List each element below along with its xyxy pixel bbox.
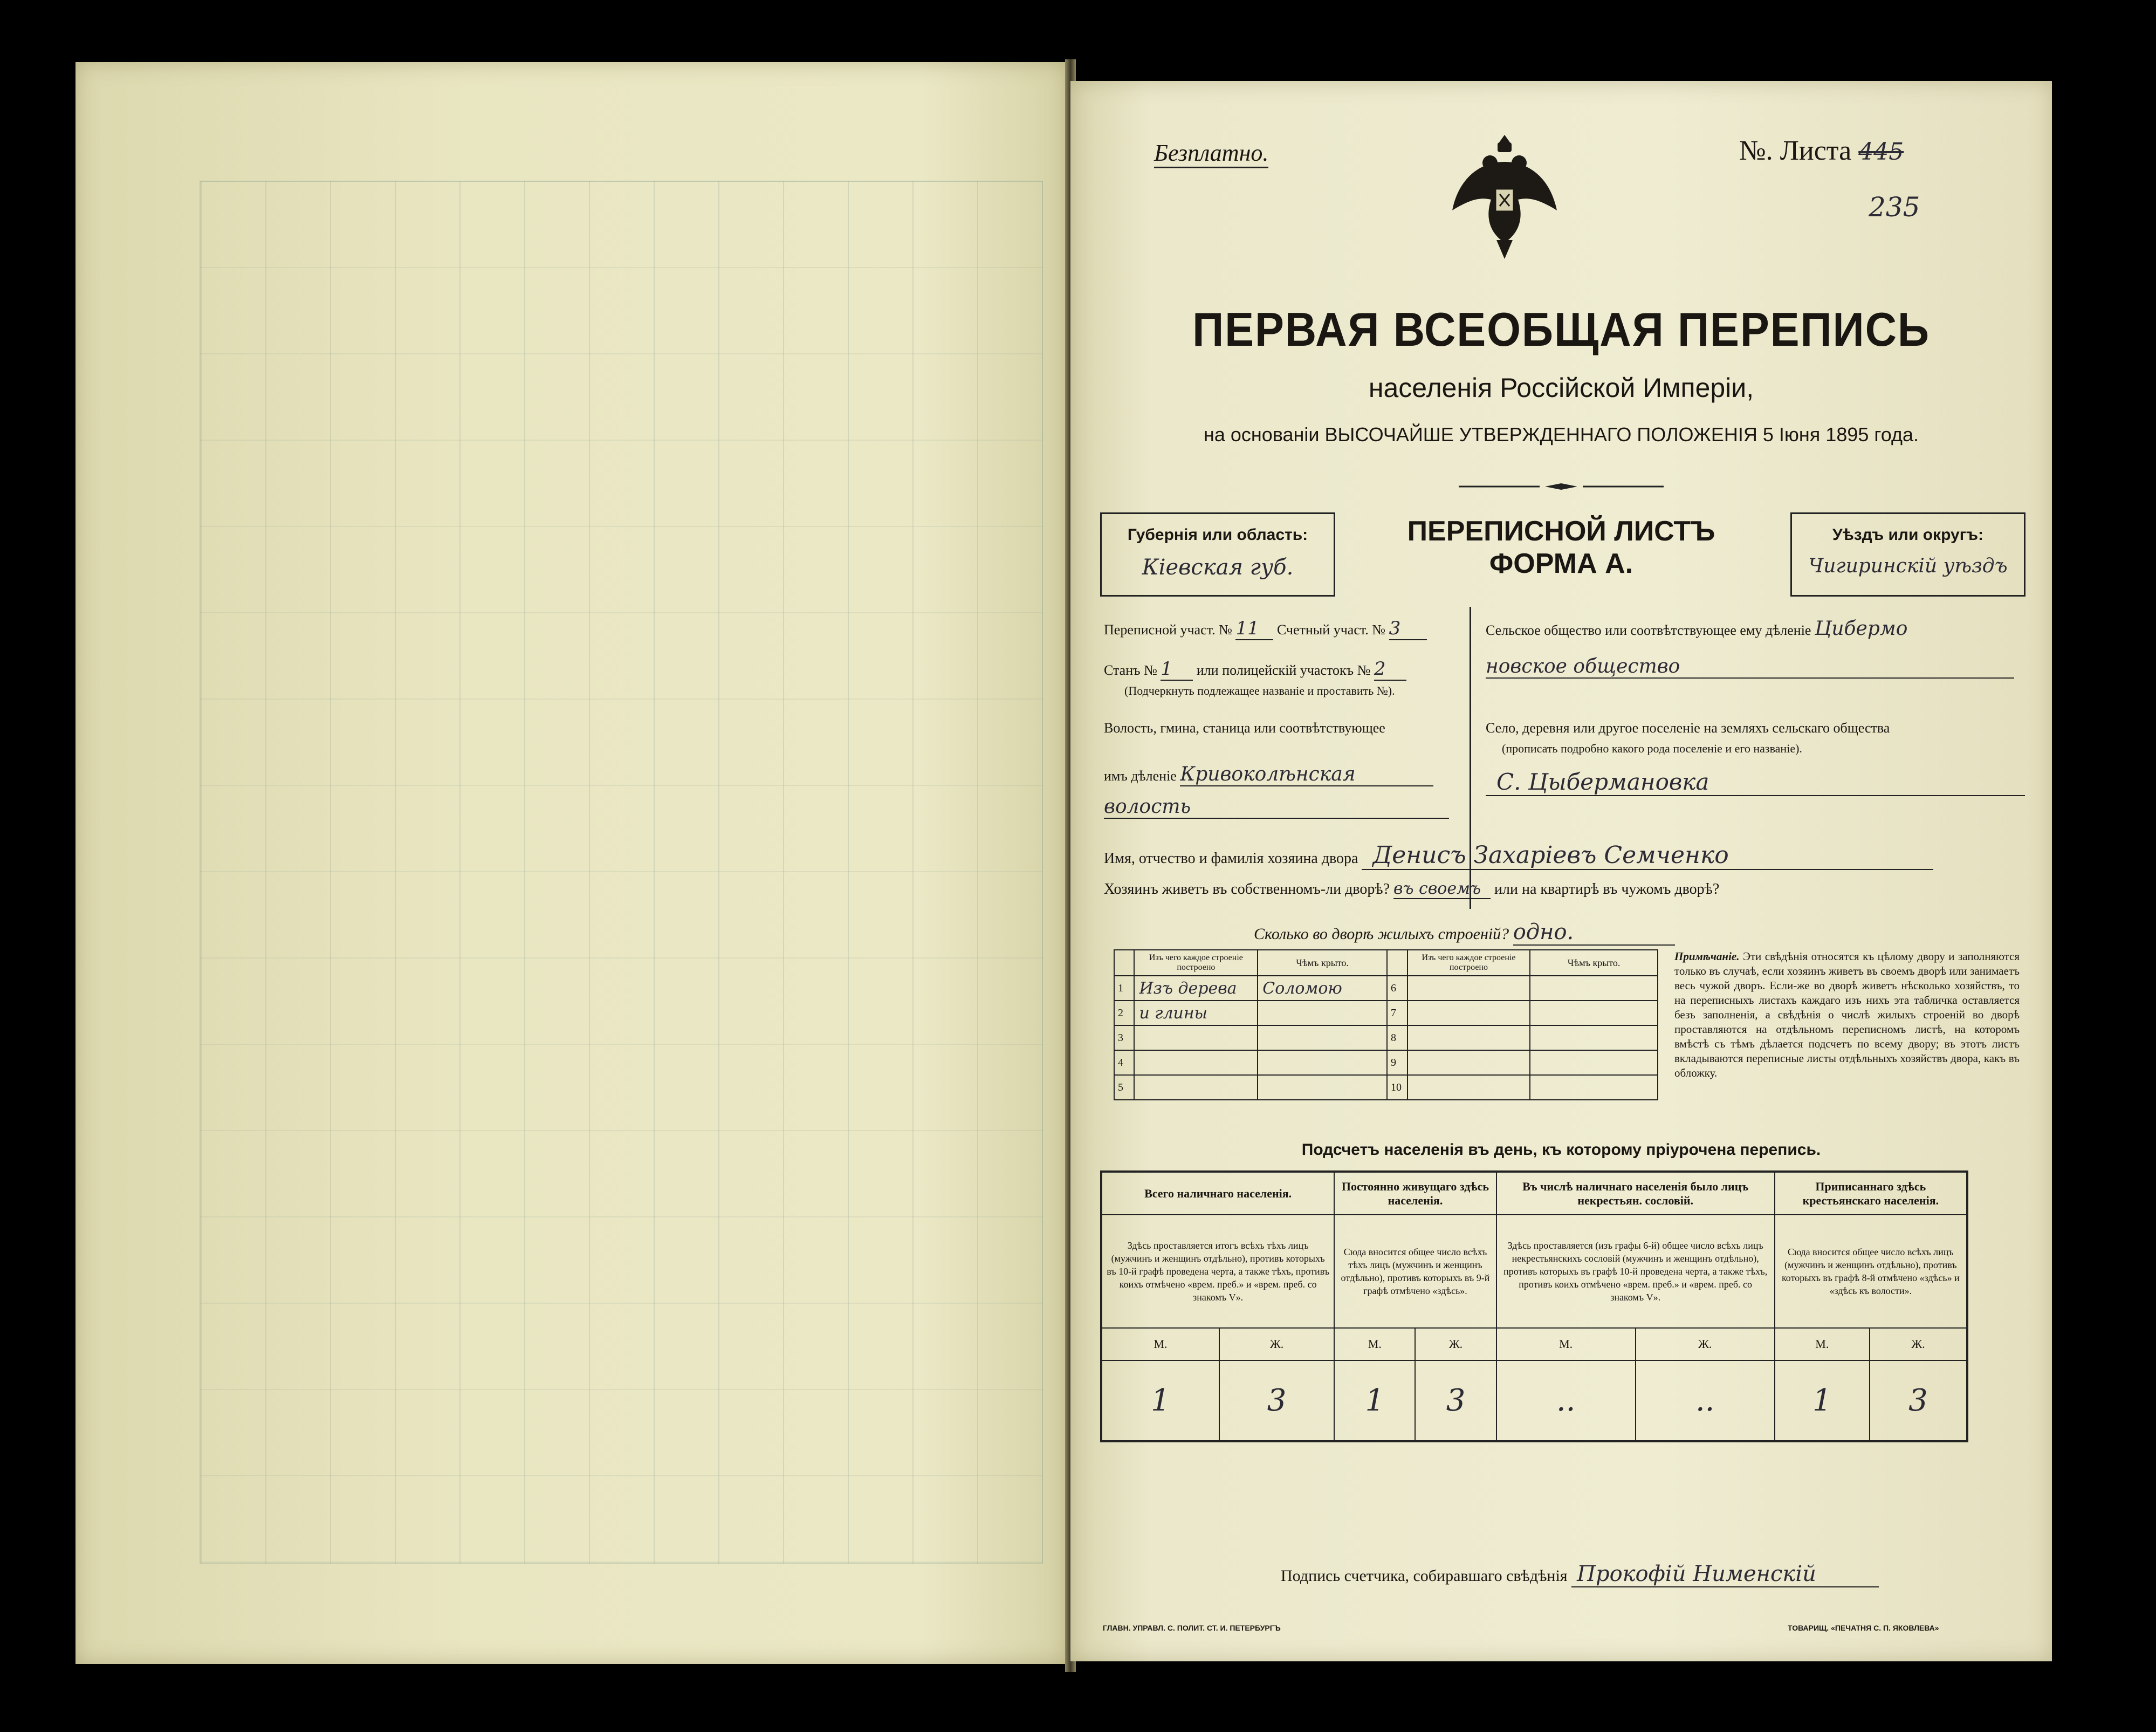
lives-value: въ своемъ — [1393, 879, 1491, 899]
building-material-cell — [1407, 1001, 1530, 1025]
sheet-number-box — [1739, 135, 1904, 167]
census-main-title: ПЕРВАЯ ВСЕОБЩАЯ ПЕРЕПИСЬ — [1192, 303, 1930, 356]
signature-value: Прокофій Нименскій — [1571, 1562, 1879, 1587]
building-n-cell: 10 — [1387, 1075, 1407, 1100]
census-form-page — [1070, 81, 2052, 1661]
gubernia-label: Губернія или область: — [1127, 526, 1308, 544]
village-value: С. Цыбермановка — [1486, 769, 2025, 796]
schetny-uchast-label: Счетный участ. № — [1276, 622, 1386, 638]
tally-col-header: Постоянно живущаго здѣсь населенія. — [1334, 1172, 1496, 1215]
tally-zh-value: .. — [1636, 1360, 1775, 1441]
buildings-row — [1254, 920, 1675, 946]
building-roof-cell — [1530, 1001, 1658, 1025]
stan-value: 1 — [1161, 658, 1193, 681]
tally-col-header: Всего наличнаго населенія. — [1101, 1172, 1334, 1215]
police-label: или полицейскій участокъ № — [1196, 662, 1371, 678]
tally-col-desc: Сюда вносится общее число всѣхъ тѣхъ лицъ (мужчинъ и женщинъ отдѣльно), противъ которыхъ въ 9-й графѣ отмѣчено «здѣсь». — [1334, 1215, 1496, 1328]
tally-title: Подсчетъ населенія въ день, къ которому пріурочена перепись. — [1301, 1141, 1821, 1159]
tally-zh-value: 3 — [1415, 1360, 1496, 1441]
building-n-cell: 6 — [1387, 976, 1407, 1001]
building-roof-cell — [1258, 1050, 1387, 1075]
form-title-line-2: ФОРМА А. — [1489, 548, 1633, 579]
buildings-row — [1114, 976, 1658, 1001]
building-n-cell: 3 — [1114, 1025, 1134, 1050]
tally-m-label: М. — [1101, 1328, 1219, 1360]
tally-m-value: 1 — [1775, 1360, 1870, 1441]
building-material-cell: и глины — [1134, 1001, 1258, 1025]
building-material-cell — [1407, 1025, 1530, 1050]
owner-row — [1104, 841, 1933, 870]
society-value-2: новское общество — [1486, 655, 2014, 679]
tally-zh-label: Ж. — [1219, 1328, 1334, 1360]
signature-label: Подпись счетчика, собиравшаго свѣдѣнія — [1281, 1567, 1568, 1585]
building-n-cell: 8 — [1387, 1025, 1407, 1050]
sheet-number-handwritten: 235 — [1869, 191, 1920, 223]
buildings-row — [1114, 1025, 1658, 1050]
building-n-cell: 7 — [1387, 1001, 1407, 1025]
tally-zh-label: Ж. — [1636, 1328, 1775, 1360]
tally-m-label: М. — [1334, 1328, 1415, 1360]
signature-row — [1281, 1562, 1879, 1587]
volost-value-1: Кривоколѣнская — [1180, 763, 1433, 786]
faint-bleed-through-grid — [200, 181, 1043, 1564]
stan-label: Станъ № — [1104, 662, 1157, 678]
volost-value-2: волость — [1104, 796, 1449, 819]
left-page — [75, 62, 1068, 1664]
building-roof-cell — [1530, 976, 1658, 1001]
census-subtitle: населенія Россійской Имперіи, — [1368, 373, 1754, 403]
building-material-cell — [1407, 1050, 1530, 1075]
sheet-number-struck: 445 — [1858, 138, 1904, 166]
gubernia-value: Кіевская губ. — [1142, 555, 1294, 580]
note-lead: Примѣчаніе. — [1674, 950, 1740, 963]
volost-row — [1104, 763, 1433, 786]
tally-col-header: Приписаннаго здѣсь крестьянскаго населенія. — [1775, 1172, 1967, 1215]
building-n-cell: 9 — [1387, 1050, 1407, 1075]
building-roof-cell — [1258, 1001, 1387, 1025]
volost-label-1: Волость, гмина, станица или соотвѣтствующее — [1104, 720, 1385, 736]
lives-label-1: Хозяинъ живетъ въ собственномъ-ли дворѣ? — [1104, 881, 1390, 898]
buildings-value: одно. — [1513, 920, 1675, 946]
building-roof-cell — [1530, 1050, 1658, 1075]
col-roof-header: Чѣмъ крыто. — [1258, 950, 1387, 976]
society-value-1: Цибермо — [1814, 618, 1908, 640]
buildings-row — [1114, 1075, 1658, 1100]
building-material-cell — [1134, 1075, 1258, 1100]
tally-m-value: .. — [1496, 1360, 1636, 1441]
tally-m-value: 1 — [1334, 1360, 1415, 1441]
right-imprint: ТОВАРИЩ. «ПЕЧАТНЯ С. П. ЯКОВЛЕВА» — [1788, 1624, 1939, 1632]
tally-m-label: М. — [1775, 1328, 1870, 1360]
tally-col-desc: Здѣсь проставляется итогъ всѣхъ тѣхъ лицъ (мужчинъ и женщинъ отдѣльно), противъ которыхъ въ 10-й графѣ проведена черта, а также тѣхъ, противъ коихъ отмѣчено «врем. преб.» и «врем. преб. со знакомъ V». — [1101, 1215, 1334, 1328]
eagle-icon — [1448, 129, 1561, 264]
building-material-cell — [1134, 1025, 1258, 1050]
form-title-block — [1335, 515, 1788, 580]
village-label: Село, деревня или другое поселеніе на земляхъ сельскаго общества — [1486, 720, 1890, 736]
schetny-uchast-value: 3 — [1389, 618, 1427, 640]
building-material-cell — [1134, 1050, 1258, 1075]
village-note: (прописать подробно какого рода поселеніе и его названіе). — [1502, 742, 1802, 755]
building-roof-cell — [1530, 1075, 1658, 1100]
building-n-cell: 1 — [1114, 976, 1134, 1001]
tally-m-value: 1 — [1101, 1360, 1219, 1441]
census-basis: на основаніи ВЫСОЧАЙШЕ УТВЕРЖДЕННАГО ПОЛОЖЕНІЯ 5 Іюня 1895 года. — [1203, 423, 1919, 446]
tally-m-label: М. — [1496, 1328, 1636, 1360]
sheet-label: №. Листа — [1739, 135, 1852, 166]
tally-zh-label: Ж. — [1870, 1328, 1967, 1360]
building-n-cell: 2 — [1114, 1001, 1134, 1025]
building-roof-cell — [1258, 1025, 1387, 1050]
perepis-uchast-label: Переписной участ. № — [1104, 622, 1232, 638]
owner-label: Имя, отчество и фамилія хозяина двора — [1104, 850, 1358, 867]
lives-row — [1104, 879, 1719, 899]
police-value: 2 — [1374, 658, 1406, 681]
uezd-value: Чигиринскій уѣздъ — [1808, 555, 2008, 577]
uezd-label: Уѣздъ или округъ: — [1832, 526, 1984, 544]
building-n-cell: 4 — [1114, 1050, 1134, 1075]
building-roof-cell — [1530, 1025, 1658, 1050]
col-material-header-2: Изъ чего каждое строеніе построено — [1407, 950, 1530, 976]
form-title-line-1: ПЕРЕПИСНОЙ ЛИСТЪ — [1407, 516, 1715, 547]
society-label: Сельское общество или соотвѣтствующее ему дѣленіе — [1486, 622, 1811, 638]
tally-zh-label: Ж. — [1415, 1328, 1496, 1360]
perepis-uchast-row — [1104, 618, 1427, 640]
ornamental-divider — [1459, 483, 1664, 490]
building-roof-cell — [1258, 1075, 1387, 1100]
building-n-cell: 5 — [1114, 1075, 1134, 1100]
buildings-table — [1114, 949, 1658, 1100]
free-label: Безплатно. — [1154, 139, 1268, 168]
tally-col-desc: Здѣсь проставляется (изъ графы 6-й) общее число всѣхъ лицъ некрестьянскихъ сословій (мужчинъ и женщинъ отдѣльно), противъ которыхъ въ графѣ 10-й проведена черта, а также тѣхъ, противъ коихъ отмѣчено «врем. преб.» и «врем. преб. со знакомъ V». — [1496, 1215, 1775, 1328]
stan-note: (Подчеркнуть подлежащее названіе и проставить №). — [1124, 684, 1395, 697]
note-block — [1674, 949, 2020, 1080]
lives-label-2: или на квартирѣ въ чужомъ дворѣ? — [1494, 881, 1720, 898]
building-material-cell: Изъ дерева — [1134, 976, 1258, 1001]
col-material-header: Изъ чего каждое строеніе построено — [1134, 950, 1258, 976]
building-roof-cell: Соломою — [1258, 976, 1387, 1001]
society-row — [1486, 618, 1907, 640]
owner-value: Денисъ Захарiевъ Семченко — [1362, 841, 1933, 870]
imperial-eagle-emblem — [1448, 129, 1561, 264]
volost-label-2: имъ дѣленіе — [1104, 768, 1177, 784]
stan-row — [1104, 658, 1406, 681]
tally-col-desc: Сюда вносится общее число всѣхъ лицъ (мужчинъ и женщинъ отдѣльно), противъ которыхъ въ графѣ 8-й отмѣчено «здѣсь» и «здѣсь къ волости». — [1775, 1215, 1967, 1328]
col-roof-header-2: Чѣмъ крыто. — [1530, 950, 1658, 976]
tally-zh-value: 3 — [1870, 1360, 1967, 1441]
tally-table — [1100, 1170, 1968, 1442]
building-material-cell — [1407, 976, 1530, 1001]
left-imprint: ГЛАВН. УПРАВЛ. С. ПОЛИТ. СТ. И. ПЕТЕРБУРГЪ — [1103, 1624, 1281, 1632]
buildings-row — [1114, 1050, 1658, 1075]
perepis-uchast-value: 11 — [1235, 618, 1273, 640]
tally-col-header: Въ числѣ наличнаго населенія было лицъ некрестьян. сословій. — [1496, 1172, 1775, 1215]
buildings-label: Сколько во дворѣ жилыхъ строеній? — [1254, 925, 1509, 943]
note-text: Эти свѣдѣнія относятся къ цѣлому двору и заполняются только въ случаѣ, если хозяинъ живетъ въ своемъ дворѣ или занимаетъ весь чужой дворъ. Если-же во дворѣ живетъ нѣсколько хозяйствъ, то на переписныхъ листахъ каждаго изъ нихъ эта табличка оставляется безъ заполненія, а свѣдѣнія о числѣ жилыхъ строеній во дворѣ проставляются на отдѣльномъ переписномъ листѣ, на которомъ вмѣстѣ съ тѣмъ дѣлается подсчетъ по всему двору; въ этотъ листъ вкладываются переписные листы отдѣльныхъ хозяйствъ двора, какъ въ обложку. — [1674, 950, 2020, 1079]
tally-zh-value: 3 — [1219, 1360, 1334, 1441]
buildings-row — [1114, 1001, 1658, 1025]
building-material-cell — [1407, 1075, 1530, 1100]
uezd-box — [1790, 512, 2025, 597]
gubernia-box — [1100, 512, 1335, 597]
